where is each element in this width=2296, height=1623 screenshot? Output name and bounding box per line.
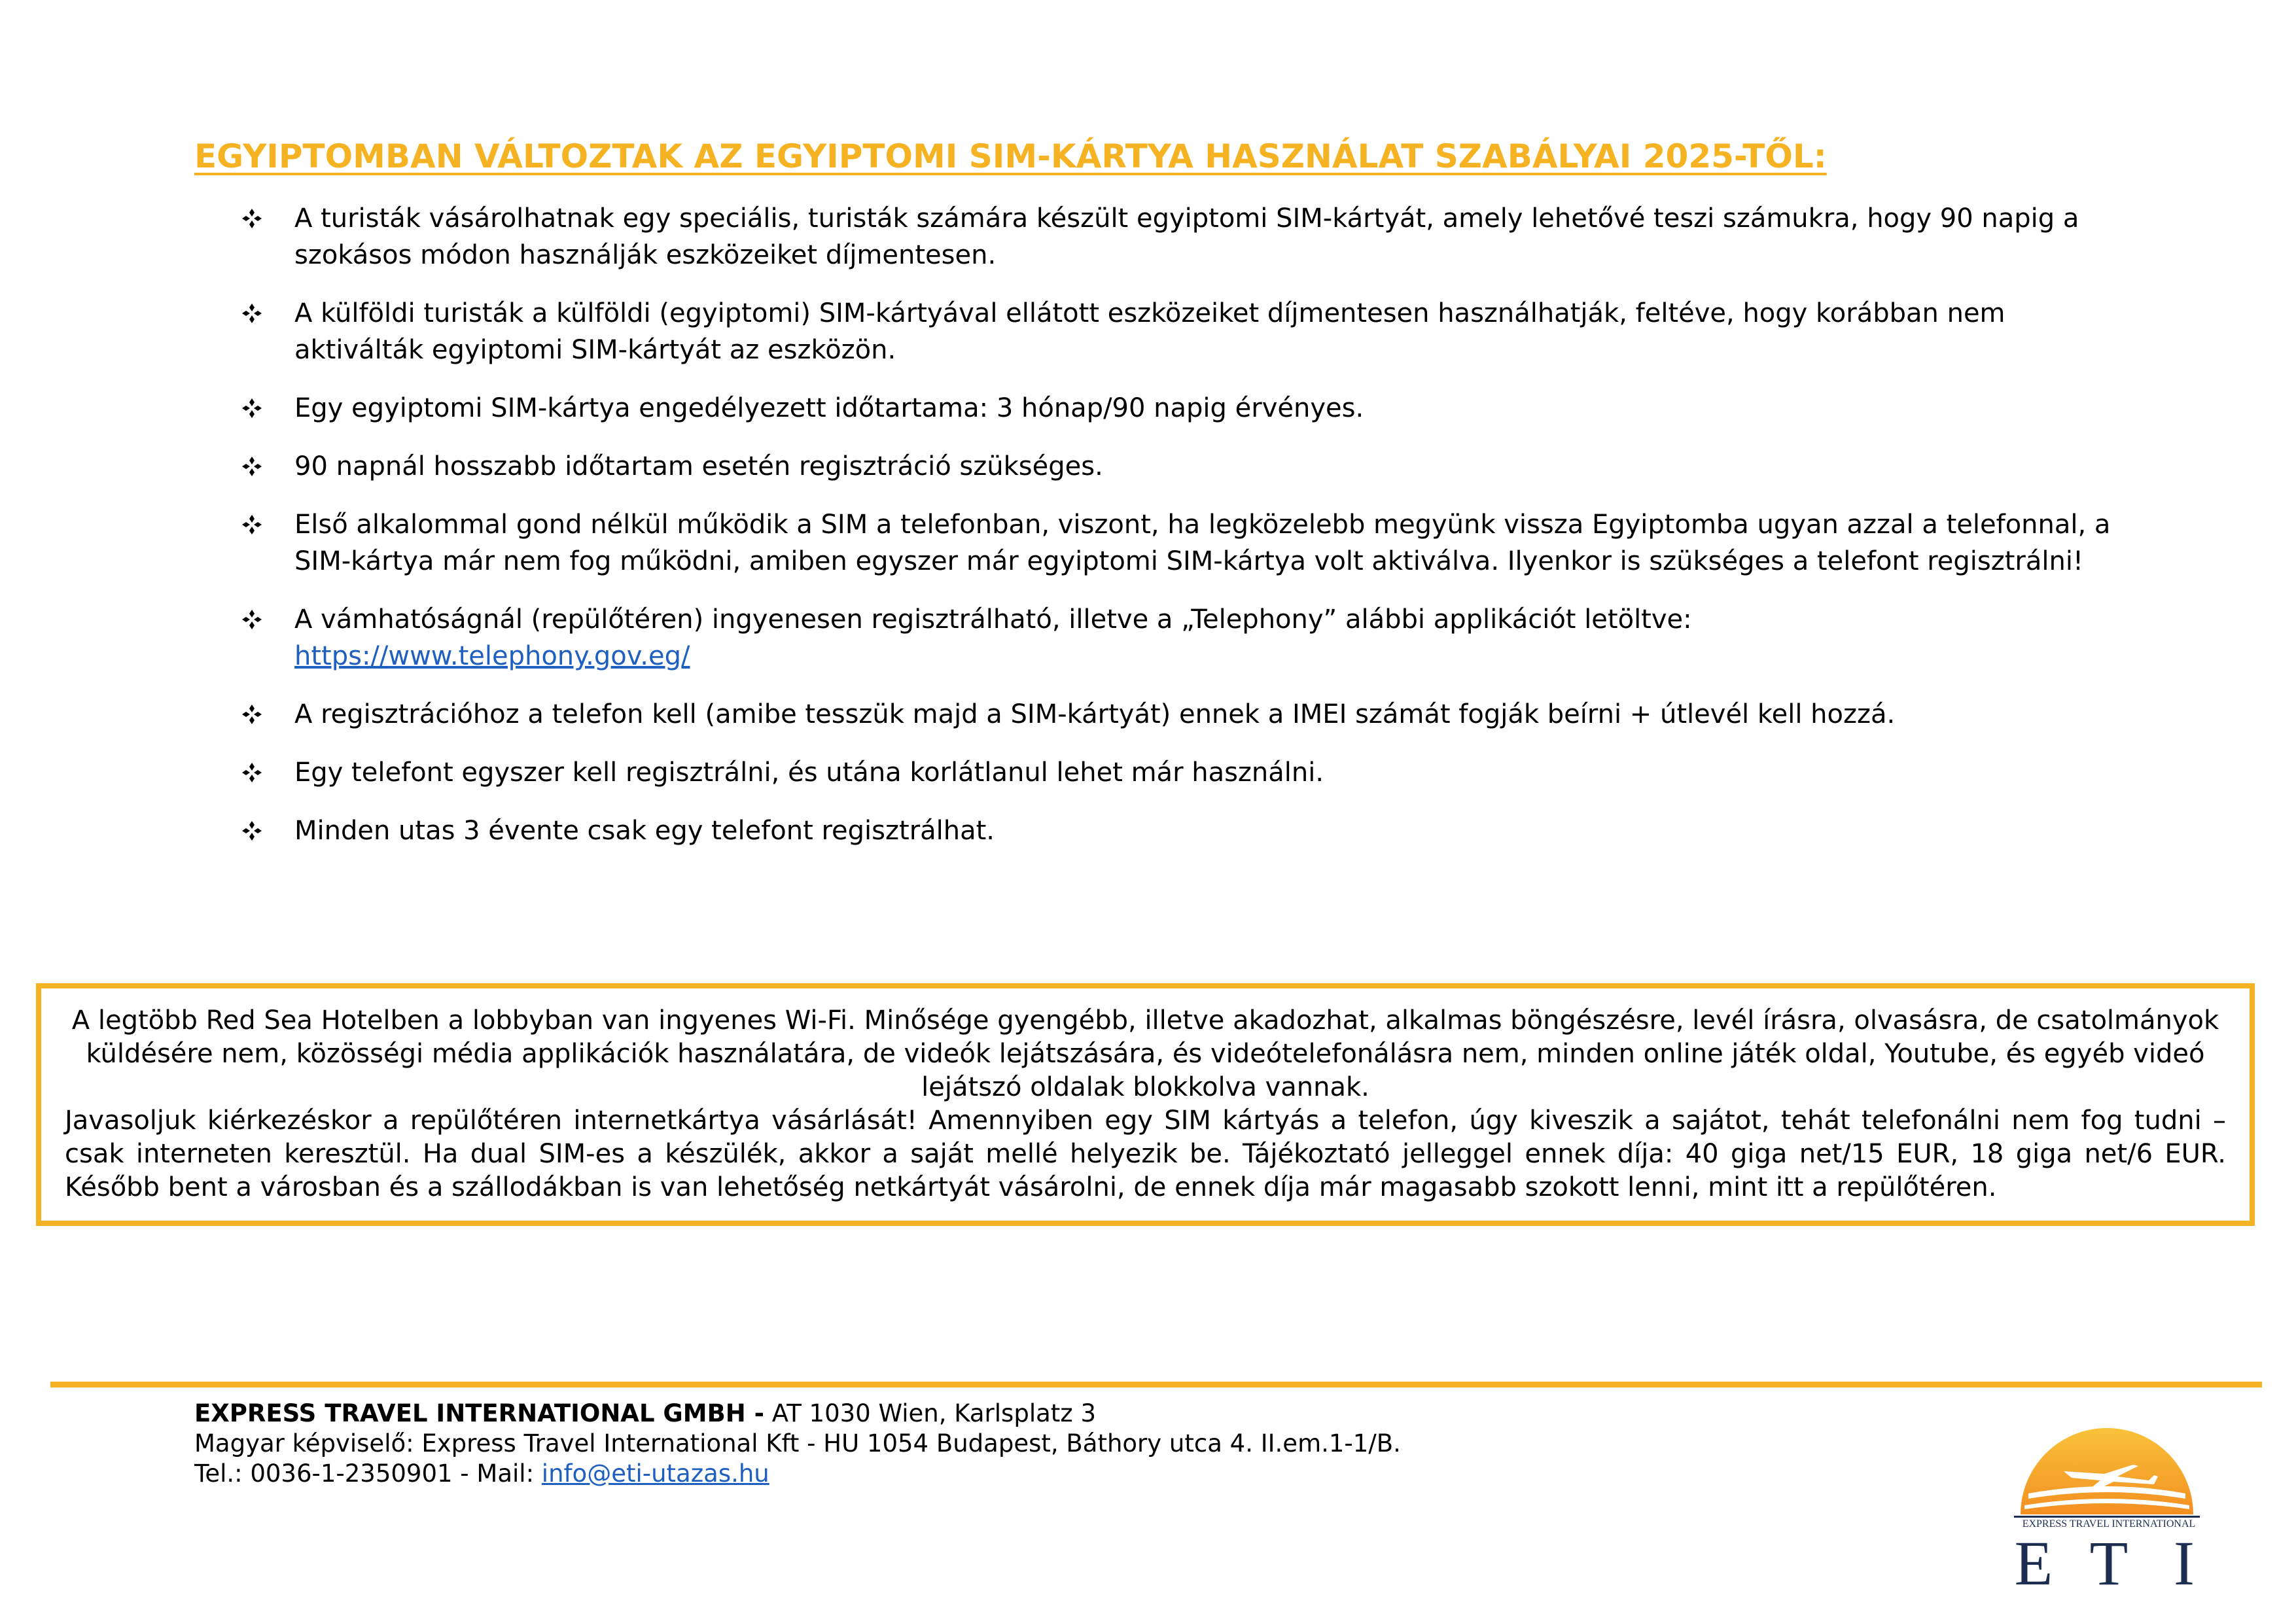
footer-contact-line [194,1459,1401,1489]
diamond-bullet-icon [242,821,262,841]
logo-caption: EXPRESS TRAVEL INTERNATIONAL [2022,1518,2196,1529]
logo-wordmark [2014,1527,2204,1599]
list-item [242,448,2127,485]
diamond-bullet-icon [242,209,262,228]
list-item-text: A vámhatóságnál (repülőtéren) ingyenesen regisztrálható, illetve a „Telephony” alábbi applikációt letöltve: [294,604,1692,635]
footer-divider [50,1382,2262,1387]
footer-company-line [194,1399,1401,1429]
list-item [242,506,2127,580]
list-item [242,295,2127,368]
list-item-text: Egy egyiptomi SIM-kártya engedélyezett időtartama: 3 hónap/90 napig érvényes. [294,393,1364,423]
logo-letter: E [2014,1528,2053,1598]
list-item-text: A regisztrációhoz a telefon kell (amibe tesszük majd a SIM-kártyát) ennek a IMEI számát fogják beírni + útlevél kell hozzá. [294,699,1896,729]
diamond-bullet-icon [242,705,262,724]
diamond-bullet-icon [242,610,262,629]
list-item-text: A turisták vásárolhatnak egy speciális, turisták számára készült egyiptomi SIM-kártyát, amely lehetővé teszi számukra, hogy 90 napig a szokásos módon használják eszközeiket díjmentesen. [294,203,2079,270]
list-item [242,200,2127,273]
list-item-text: A külföldi turisták a külföldi (egyiptomi) SIM-kártyával ellátott eszközeiket díjmentesen használhatják, feltéve, hogy korábban nem aktiválták egyiptomi SIM-kártyát az eszközön. [294,298,2005,365]
list-item-text: Minden utas 3 évente csak egy telefont regisztrálhat. [294,816,995,846]
logo-letter: I [2174,1528,2195,1598]
list-item-text: 90 napnál hosszabb időtartam esetén regisztráció szükséges. [294,451,1103,481]
diamond-bullet-icon [242,763,262,782]
diamond-bullet-icon [242,457,262,476]
rules-list [242,200,2127,871]
logo-letter: T [2089,1528,2128,1598]
wifi-info-box [36,983,2255,1226]
diamond-bullet-icon [242,515,262,534]
footer-contact [194,1399,1401,1489]
email-link[interactable]: info@eti-utazas.hu [541,1459,769,1488]
page-title: EGYIPTOMBAN VÁLTOZTAK AZ EGYIPTOMI SIM-KÁRTYA HASZNÁLAT SZABÁLYAI 2025-TŐL: [194,137,1827,175]
list-item-text: Első alkalommal gond nélkül működik a SIM a telefonban, viszont, ha legközelebb megyünk vissza Egyiptomba ugyan azzal a telefonnal, a SIM-kártya már nem fog működni, amiben egyszer már egyiptomi SIM-kártya volt aktiválva. Ilyenkor is szükséges a telefont regisztrálni! [294,510,2111,576]
phone-text: Tel.: 0036-1-2350901 - Mail: [194,1459,542,1488]
company-name: EXPRESS TRAVEL INTERNATIONAL GMBH - [194,1399,764,1427]
diamond-bullet-icon [242,398,262,418]
list-item [242,754,2127,791]
footer-representative: Magyar képviselő: Express Travel International Kft - HU 1054 Budapest, Báthory utca 4. II.em.1-1/B. [194,1429,1401,1457]
list-item-text: Egy telefont egyszer kell regisztrálni, és utána korlátlanul lehet már használni. [294,758,1324,788]
list-item [242,812,2127,849]
company-address: AT 1030 Wien, Karlsplatz 3 [764,1399,1096,1427]
telephony-link[interactable]: https://www.telephony.gov.eg/ [294,641,690,671]
list-item [242,601,2127,674]
diamond-bullet-icon [242,304,262,323]
list-item [242,390,2127,427]
internet-card-paragraph: Javasoljuk kiérkezéskor a repülőtéren internetkártya vásárlását! Amennyiben egy SIM kártyás a telefon, úgy kiveszik a sajátot, tehát telefonálni nem fog tudni – csak interneten keresztül. Ha dual SIM-es a készülék, akkor a saját mellé helyezik be. Tájékoztató jelleggel ennek díja: 40 giga net/15 EUR, 18 giga net/6 EUR. Később bent a városban és a szállodákban is van lehetőség netkártyát vásárolni, de ennek díja már magasabb szokott lenni, mint itt a repülőtéren. [65,1106,2226,1202]
wifi-info-paragraph: A legtöbb Red Sea Hotelben a lobbyban van ingyenes Wi-Fi. Minősége gyengébb, illetve akadozhat, alkalmas böngészésre, levél írásra, olvasásra, de csatolmányok küldésére nem, közösségi média applikációk használatára, de videók lejátszására, és videótelefonálásra nem, minden online játék oldal, Youtube, és egyéb videó lejátszó oldalak blokkolva vannak. [71,1005,2219,1102]
list-item [242,696,2127,733]
